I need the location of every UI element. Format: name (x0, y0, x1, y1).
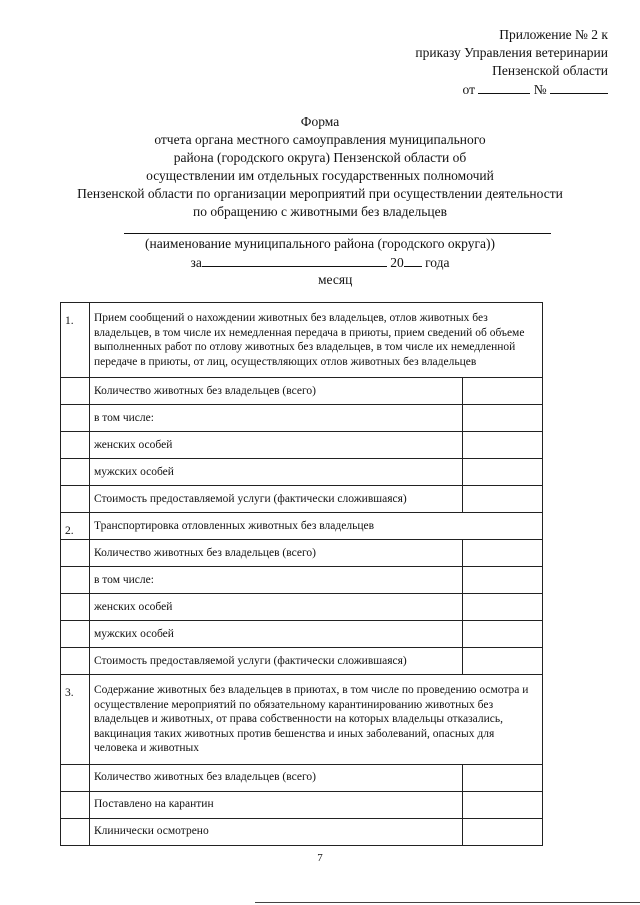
form-subtitle-line: Пензенской области по организации мероприятий при осуществлении деятельности (77, 186, 563, 201)
number-blank (550, 81, 608, 94)
number-cell (61, 405, 90, 432)
period-prefix: за (190, 255, 202, 270)
table-row (61, 540, 543, 567)
value-cell[interactable] (463, 486, 543, 513)
table-row (61, 818, 543, 845)
table-row (61, 621, 543, 648)
number-cell (61, 818, 90, 845)
row-label: мужских особей (90, 621, 463, 648)
table-row (61, 432, 543, 459)
report-table (60, 302, 543, 846)
row-label: женских особей (90, 594, 463, 621)
row-label: Стоимость предоставляемой услуги (фактически сложившаяся) (90, 486, 463, 513)
table-row (61, 459, 543, 486)
number-cell (61, 764, 90, 791)
municipality-name-line (124, 233, 551, 234)
row-label: мужских особей (90, 459, 463, 486)
year-suffix: года (425, 255, 450, 270)
page-number: 7 (317, 852, 323, 864)
order-reference: приказу Управления ветеринарии (415, 45, 608, 60)
table-row (61, 378, 543, 405)
value-cell[interactable] (463, 378, 543, 405)
period-line (0, 254, 640, 271)
row-label: Клинически осмотрено (90, 818, 463, 845)
table-row (61, 486, 543, 513)
section-number: 1. (61, 303, 90, 378)
number-cell (61, 648, 90, 675)
table-row (61, 648, 543, 675)
number-cell (61, 486, 90, 513)
number-cell (61, 459, 90, 486)
row-label: в том числе: (90, 405, 463, 432)
table-row (61, 791, 543, 818)
value-cell[interactable] (463, 432, 543, 459)
date-blank (478, 81, 530, 94)
form-subtitle-line: отчета органа местного самоуправления муниципального (154, 132, 486, 147)
value-cell[interactable] (463, 567, 543, 594)
from-label: от (462, 82, 475, 97)
scan-edge-line (255, 902, 640, 903)
value-cell[interactable] (463, 648, 543, 675)
number-cell (61, 621, 90, 648)
form-subtitle-line: по обращению с животными без владельцев (193, 204, 447, 219)
number-cell (61, 432, 90, 459)
table-row (61, 764, 543, 791)
year-prefix: 20 (390, 255, 404, 270)
number-cell (61, 567, 90, 594)
number-cell (61, 791, 90, 818)
row-label: Поставлено на карантин (90, 791, 463, 818)
section-title: Содержание животных без владельцев в приютах, в том числе по проведению осмотра и осуществление мероприятий по обязательному карантинированию животных без владельцев и животных, от права собственности на которых владельцы отказались, вакцинация таких животных против бешенства и иных заболеваний, опасных для человека и животных (90, 675, 543, 765)
form-subtitle-line: осуществлении им отдельных государственных полномочий (146, 168, 494, 183)
table-row (61, 594, 543, 621)
section-number: 2. (61, 513, 90, 540)
row-label: Стоимость предоставляемой услуги (фактически сложившаяся) (90, 648, 463, 675)
number-label: № (533, 82, 547, 97)
section-title: Транспортировка отловленных животных без владельцев (90, 513, 543, 540)
row-label: Количество животных без владельцев (всего) (90, 540, 463, 567)
value-cell[interactable] (463, 791, 543, 818)
value-cell[interactable] (463, 621, 543, 648)
value-cell[interactable] (463, 459, 543, 486)
month-blank (202, 254, 387, 267)
value-cell[interactable] (463, 764, 543, 791)
value-cell[interactable] (463, 405, 543, 432)
municipality-name-caption: (наименование муниципального района (городского округа)) (145, 236, 495, 251)
table-row (61, 567, 543, 594)
appendix-title: Приложение № 2 к (499, 27, 608, 42)
row-label: Количество животных без владельцев (всего) (90, 378, 463, 405)
section-number: 3. (61, 675, 90, 765)
form-subtitle-line: района (городского округа) Пензенской области об (173, 150, 467, 165)
value-cell[interactable] (463, 818, 543, 845)
section-header-row (61, 303, 543, 378)
value-cell[interactable] (463, 540, 543, 567)
value-cell[interactable] (463, 594, 543, 621)
order-date-number (463, 81, 609, 98)
section-header-row (61, 513, 543, 540)
section-title: Прием сообщений о нахождении животных без владельцев, отлов животных без владельцев, в том числе их немедленная передача в приюты, прием сведений об объеме выполненных работ по отлову животных без владельцев, в том числе их немедленной передаче в приюты, от лиц, осуществляющих отлов животных без владельцев (90, 303, 543, 378)
month-caption: месяц (318, 272, 353, 287)
form-title: Форма (300, 114, 340, 129)
row-label: женских особей (90, 432, 463, 459)
number-cell (61, 594, 90, 621)
table-row (61, 405, 543, 432)
region-name: Пензенской области (492, 63, 608, 78)
section-header-row (61, 675, 543, 765)
row-label: Количество животных без владельцев (всего) (90, 764, 463, 791)
number-cell (61, 540, 90, 567)
year-blank (404, 254, 422, 267)
row-label: в том числе: (90, 567, 463, 594)
number-cell (61, 378, 90, 405)
